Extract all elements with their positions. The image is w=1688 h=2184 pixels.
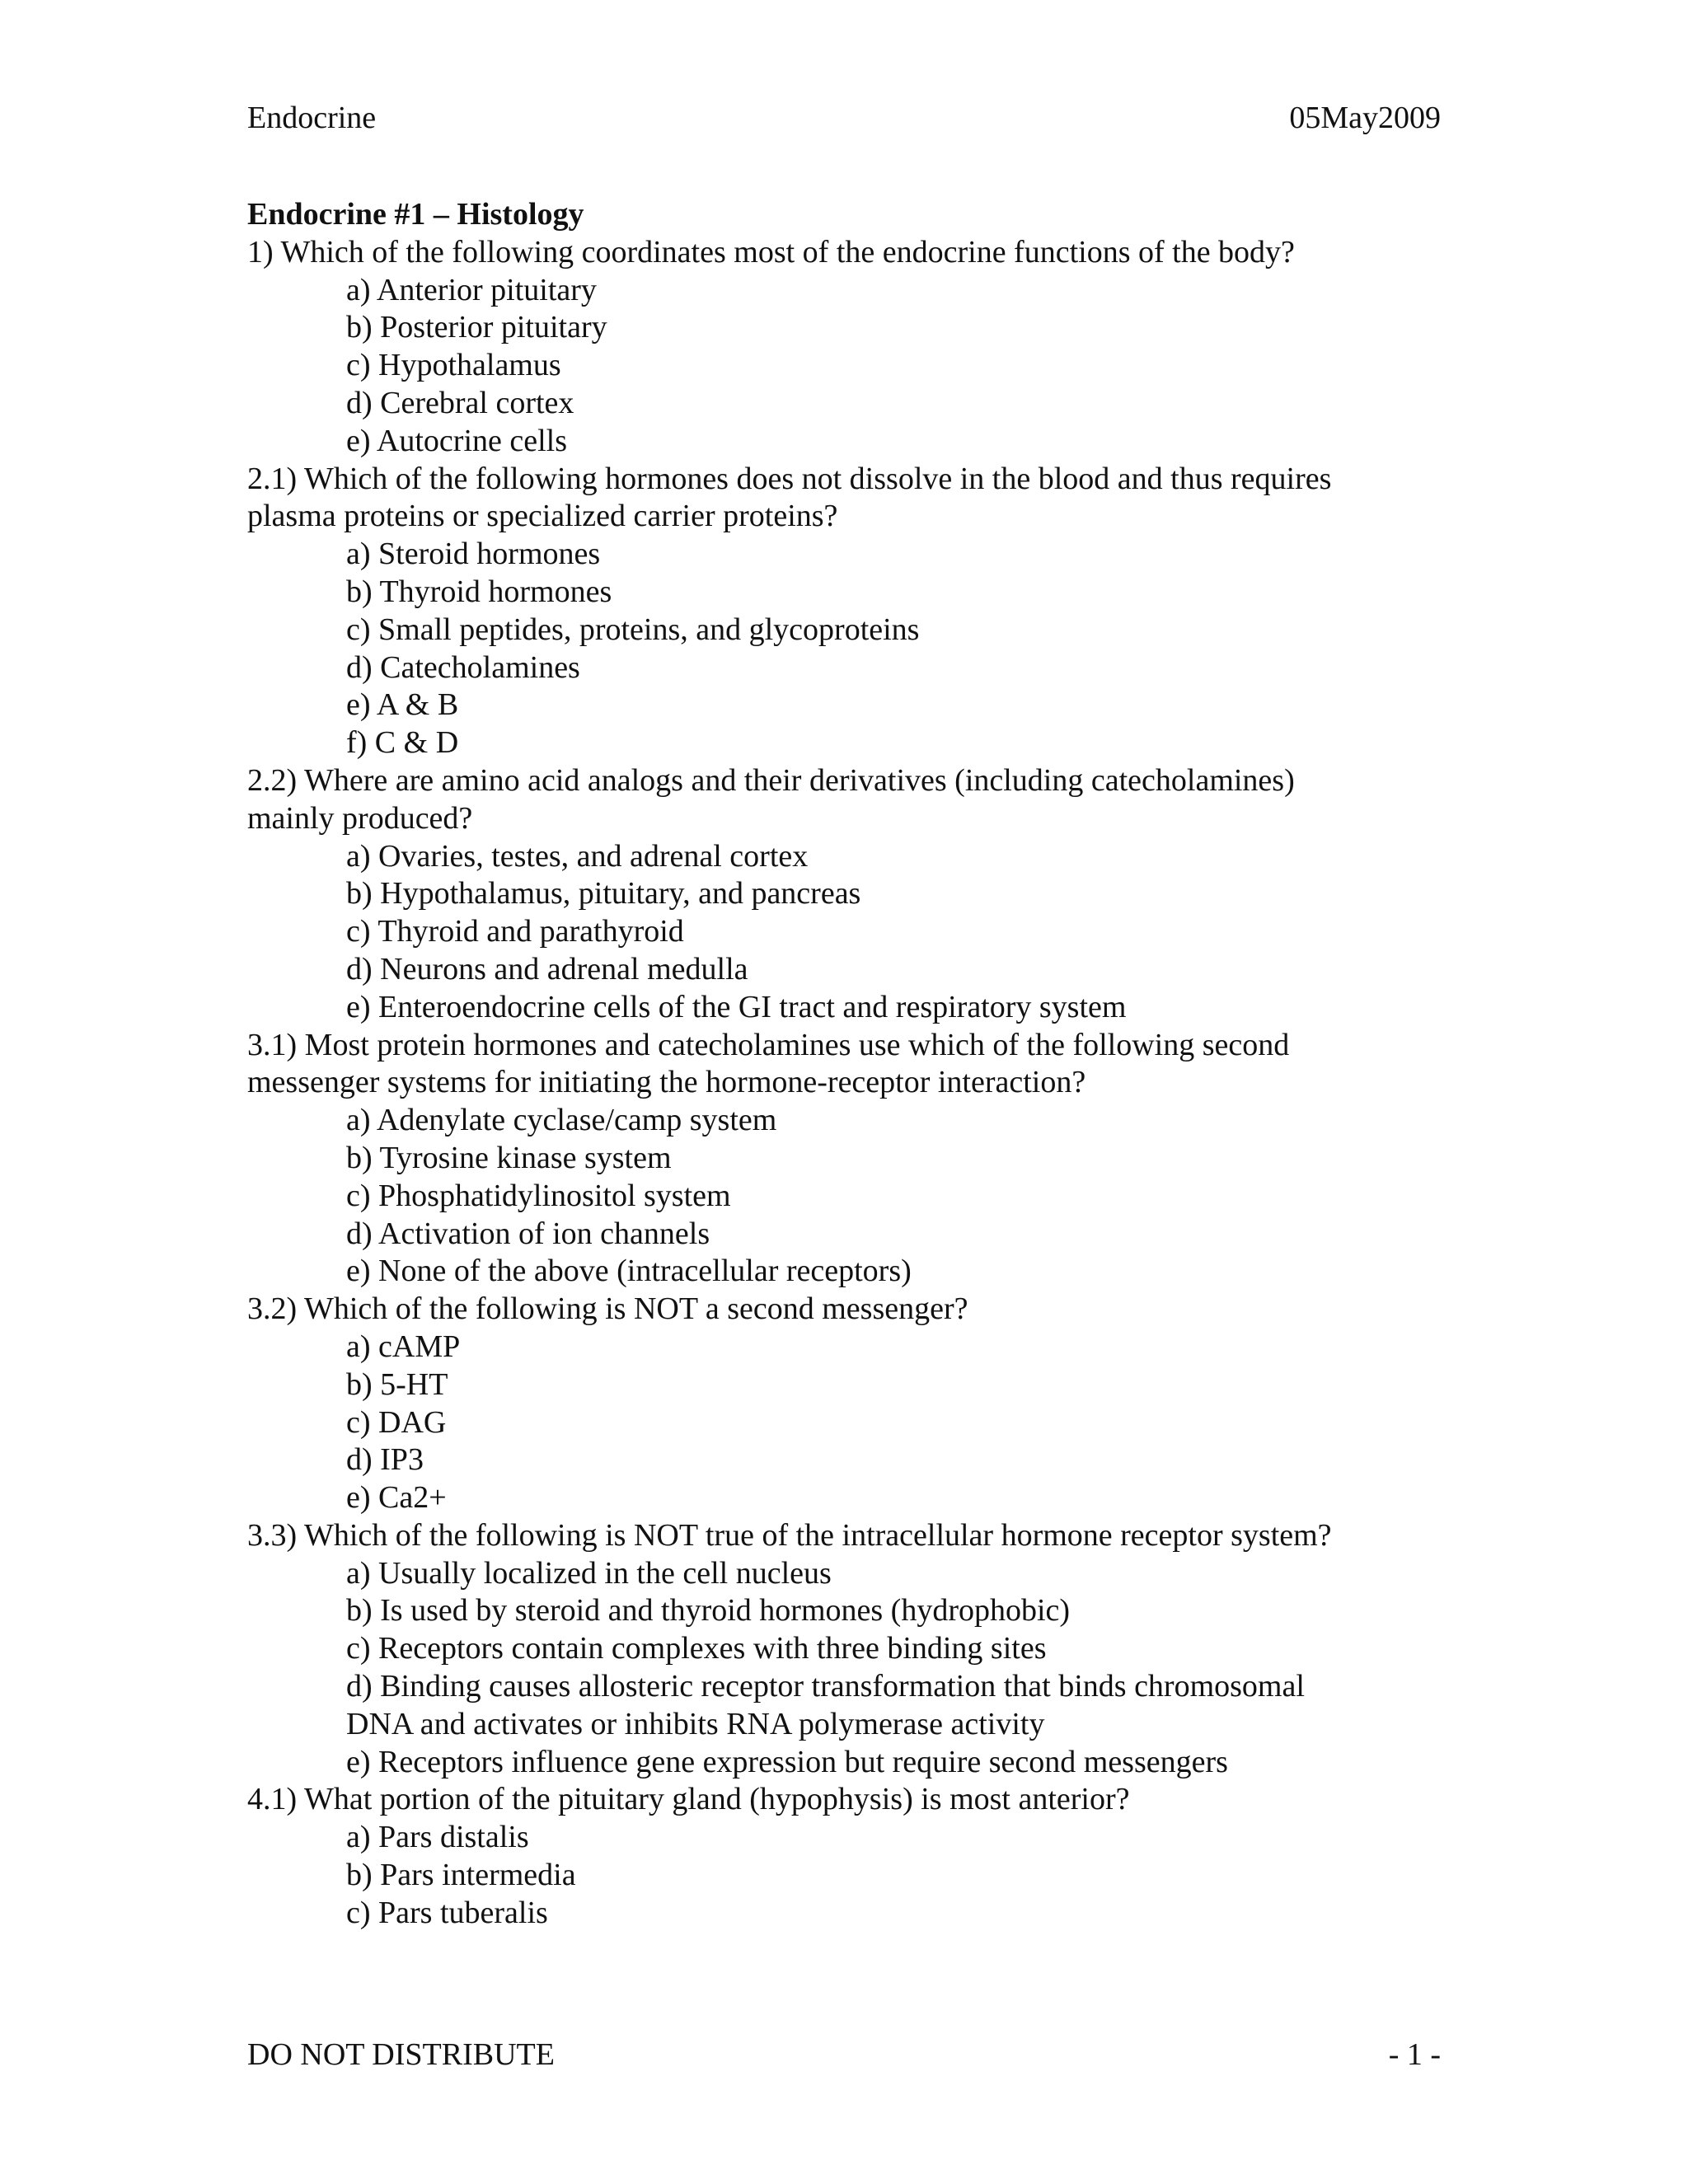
answer-option: e) Receptors influence gene expression but require second messengers (346, 1744, 1228, 1779)
question-block (247, 461, 1441, 762)
question-stem: 1) Which of the following coordinates most of the endocrine functions of the body? (247, 234, 1295, 269)
answer-option: e) None of the above (intracellular receptors) (346, 1254, 912, 1289)
answer-option: c) Receptors contain complexes with three binding sites (346, 1631, 1047, 1666)
answer-option: a) Pars distalis (346, 1820, 529, 1855)
answer-option: d) IP3 (346, 1442, 424, 1478)
answer-option: c) Small peptides, proteins, and glycoproteins (346, 612, 920, 647)
answer-option: d) Binding causes allosteric receptor transformation that binds chromosomal (346, 1669, 1305, 1704)
answer-option: e) Enteroendocrine cells of the GI tract and respiratory system (346, 989, 1127, 1024)
question-stem: 2.2) Where are amino acid analogs and their derivatives (including catecholamines) (247, 762, 1295, 798)
answer-option: a) Anterior pituitary (346, 272, 597, 307)
header-subject: Endocrine (247, 101, 377, 135)
page-footer (247, 2034, 1441, 2075)
footer-notice: DO NOT DISTRIBUTE (247, 2037, 555, 2072)
question-block (247, 762, 1441, 1027)
answer-option: c) DAG (346, 1404, 447, 1440)
answer-option: e) A & B (346, 687, 459, 723)
answer-option: e) Autocrine cells (346, 423, 568, 458)
answer-option: a) Usually localized in the cell nucleus (346, 1555, 832, 1591)
question-stem: 3.3) Which of the following is NOT true of the intracellular hormone receptor system? (247, 1517, 1332, 1553)
answer-option: d) Catecholamines (346, 649, 580, 685)
answer-option: DNA and activates or inhibits RNA polymerase activity (346, 1706, 1045, 1741)
question-stem: mainly produced? (247, 800, 473, 836)
question-block (247, 1781, 1441, 1932)
answer-option: a) Steroid hormones (346, 537, 601, 572)
answer-option: b) Thyroid hormones (346, 574, 612, 609)
answer-option: a) cAMP (346, 1329, 461, 1364)
answer-option: c) Hypothalamus (346, 348, 561, 383)
section-title: Endocrine #1 – Histology (247, 197, 584, 232)
answer-option: b) Hypothalamus, pituitary, and pancreas (346, 876, 861, 912)
answer-option: d) Neurons and adrenal medulla (346, 951, 748, 987)
answer-option: e) Ca2+ (346, 1480, 447, 1516)
question-stem: plasma proteins or specialized carrier proteins? (247, 499, 838, 534)
answer-option: a) Ovaries, testes, and adrenal cortex (346, 838, 809, 874)
answer-option: b) 5-HT (346, 1366, 448, 1402)
answer-option: d) Activation of ion channels (346, 1216, 710, 1251)
question-block (247, 234, 1441, 461)
answer-option: b) Posterior pituitary (346, 310, 607, 345)
answer-option: a) Adenylate cyclase/camp system (346, 1103, 777, 1138)
answer-option: b) Is used by steroid and thyroid hormones (hydrophobic) (346, 1593, 1071, 1629)
question-block (247, 1027, 1441, 1291)
answer-option: b) Tyrosine kinase system (346, 1140, 672, 1175)
answer-option: c) Phosphatidylinositol system (346, 1178, 731, 1213)
question-stem: 4.1) What portion of the pituitary gland (hypophysis) is most anterior? (247, 1782, 1130, 1817)
header-date: 05May2009 (1289, 101, 1441, 135)
question-stem: 2.1) Which of the following hormones does not dissolve in the blood and thus requires (247, 461, 1332, 496)
question-stem: 3.1) Most protein hormones and catecholamines use which of the following second (247, 1027, 1290, 1062)
question-stem: 3.2) Which of the following is NOT a second messenger? (247, 1291, 968, 1327)
page-header (247, 97, 1441, 138)
answer-option: d) Cerebral cortex (346, 385, 574, 420)
question-block (247, 1291, 1441, 1517)
answer-option: c) Pars tuberalis (346, 1895, 548, 1930)
question-block (247, 1517, 1441, 1782)
page-number: - 1 - (1388, 2037, 1441, 2072)
answer-option: b) Pars intermedia (346, 1858, 576, 1893)
answer-option: f) C & D (346, 725, 459, 761)
question-list (247, 196, 1441, 1933)
question-stem: messenger systems for initiating the hormone-receptor interaction? (247, 1065, 1086, 1100)
answer-option: c) Thyroid and parathyroid (346, 914, 684, 949)
